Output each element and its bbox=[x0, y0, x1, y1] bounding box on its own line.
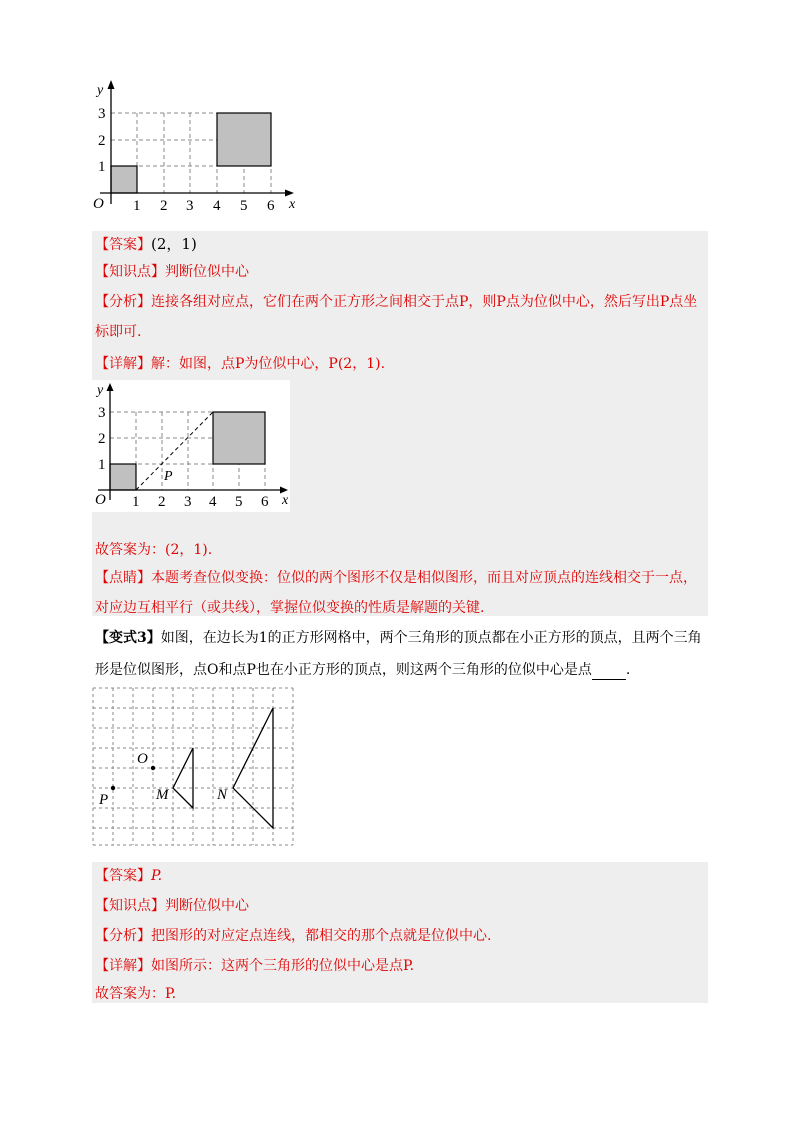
variant-3-question-cont bbox=[95, 660, 707, 680]
x-tick: 1 bbox=[132, 494, 140, 510]
answer-value: (2，1) bbox=[151, 235, 197, 253]
comment-line-1b bbox=[95, 598, 707, 618]
analysis-text: 连接各组对应点，它们在两个正方形之间相交于点P，则P点为位似中心，然后写出P点坐 bbox=[151, 294, 698, 310]
x-tick: 6 bbox=[267, 198, 275, 214]
triangle-grid-figure bbox=[90, 685, 296, 849]
comment-line-1 bbox=[95, 568, 707, 588]
detail-line-2 bbox=[95, 956, 707, 976]
x-tick: 2 bbox=[160, 198, 168, 214]
large-square bbox=[217, 113, 271, 166]
y-tick: 3 bbox=[98, 106, 106, 122]
detail-text: 解：如图，点P为位似中心，P(2，1). bbox=[151, 356, 386, 372]
knowledge-text: 判断位似中心 bbox=[165, 898, 249, 914]
point-o bbox=[151, 766, 155, 770]
y-tick: 2 bbox=[98, 431, 106, 447]
x-tick: 3 bbox=[186, 198, 194, 214]
label-n: N bbox=[217, 787, 228, 803]
analysis-tag: 【分析】 bbox=[95, 294, 151, 310]
x-tick: 2 bbox=[158, 494, 166, 510]
x-tick: 4 bbox=[209, 494, 217, 510]
large-square bbox=[213, 412, 265, 464]
coordinate-figure-2 bbox=[92, 380, 290, 512]
origin-label: O bbox=[95, 492, 106, 508]
knowledge-tag: 【知识点】 bbox=[95, 898, 165, 914]
comment-text: 本题考查位似变换：位似的两个图形不仅是相似图形，而且对应顶点的连线相交于一点， bbox=[151, 570, 697, 586]
answer-tag: 【答案】 bbox=[95, 237, 151, 253]
answer-line-2 bbox=[95, 866, 707, 886]
answer-tag: 【答案】 bbox=[95, 868, 151, 884]
analysis-line-2 bbox=[95, 926, 707, 946]
comment-tag: 【点睛】 bbox=[95, 570, 151, 586]
knowledge-tag: 【知识点】 bbox=[95, 264, 165, 280]
x-tick: 5 bbox=[240, 198, 248, 214]
y-tick: 3 bbox=[98, 405, 106, 421]
x-axis-label: x bbox=[282, 493, 289, 508]
x-axis-label: x bbox=[289, 197, 296, 212]
analysis-text: 把图形的对应定点连线，都相交的那个点就是位似中心. bbox=[151, 928, 492, 944]
knowledge-text: 判断位似中心 bbox=[165, 264, 249, 280]
x-tick: 6 bbox=[261, 494, 269, 510]
answer-blank bbox=[592, 665, 626, 680]
knowledge-line-1 bbox=[95, 262, 707, 282]
detail-tag: 【详解】 bbox=[95, 958, 151, 974]
coordinate-figure-1 bbox=[88, 76, 308, 224]
question-end: . bbox=[625, 662, 631, 678]
knowledge-line-2 bbox=[95, 896, 707, 916]
answer-line-1 bbox=[95, 234, 707, 255]
final-answer-text: 故答案为：(2，1). bbox=[95, 542, 213, 558]
detail-text: 如图所示：这两个三角形的位似中心是点P. bbox=[151, 958, 415, 974]
analysis-line-1b bbox=[95, 322, 707, 342]
final-answer-text: 故答案为：P. bbox=[95, 986, 177, 1002]
label-m: M bbox=[156, 787, 169, 803]
origin-label: O bbox=[93, 196, 104, 212]
small-triangle bbox=[173, 748, 193, 808]
point-p bbox=[111, 786, 115, 790]
x-tick: 4 bbox=[213, 198, 221, 214]
point-p-label: P bbox=[164, 469, 173, 484]
analysis-line-1 bbox=[95, 292, 707, 312]
question-text: 如图，在边长为1的正方形网格中，两个三角形的顶点都在小正方形的顶点，且两个三角 bbox=[160, 630, 702, 646]
detail-tag: 【详解】 bbox=[95, 356, 151, 372]
y-tick: 1 bbox=[98, 457, 106, 473]
question-text-cont: 形是位似图形，点O和点P也在小正方形的顶点，则这两个三角形的位似中心是点 bbox=[95, 662, 592, 678]
analysis-tag: 【分析】 bbox=[95, 928, 151, 944]
small-square bbox=[111, 166, 137, 193]
label-p: P bbox=[99, 792, 109, 808]
y-tick: 2 bbox=[98, 133, 106, 149]
x-tick: 3 bbox=[184, 494, 192, 510]
small-square bbox=[110, 464, 136, 490]
comment-text-cont: 对应边互相平行（或共线），掌握位似变换的性质是解题的关键. bbox=[95, 600, 485, 616]
x-tick: 1 bbox=[133, 198, 141, 214]
y-axis-label: y bbox=[97, 83, 104, 98]
connecting-line bbox=[136, 412, 213, 490]
label-o: O bbox=[137, 751, 148, 767]
variant-3-question bbox=[95, 628, 707, 648]
detail-line-1 bbox=[95, 354, 707, 374]
y-axis-label: y bbox=[97, 383, 104, 398]
answer-value: P. bbox=[151, 868, 163, 884]
final-answer-line-1 bbox=[95, 540, 707, 560]
variant-tag: 【变式3】 bbox=[95, 630, 161, 646]
final-answer-line-2 bbox=[95, 984, 707, 1004]
x-tick: 5 bbox=[235, 494, 243, 510]
y-tick: 1 bbox=[98, 159, 106, 175]
analysis-text-cont: 标即可. bbox=[95, 324, 142, 340]
